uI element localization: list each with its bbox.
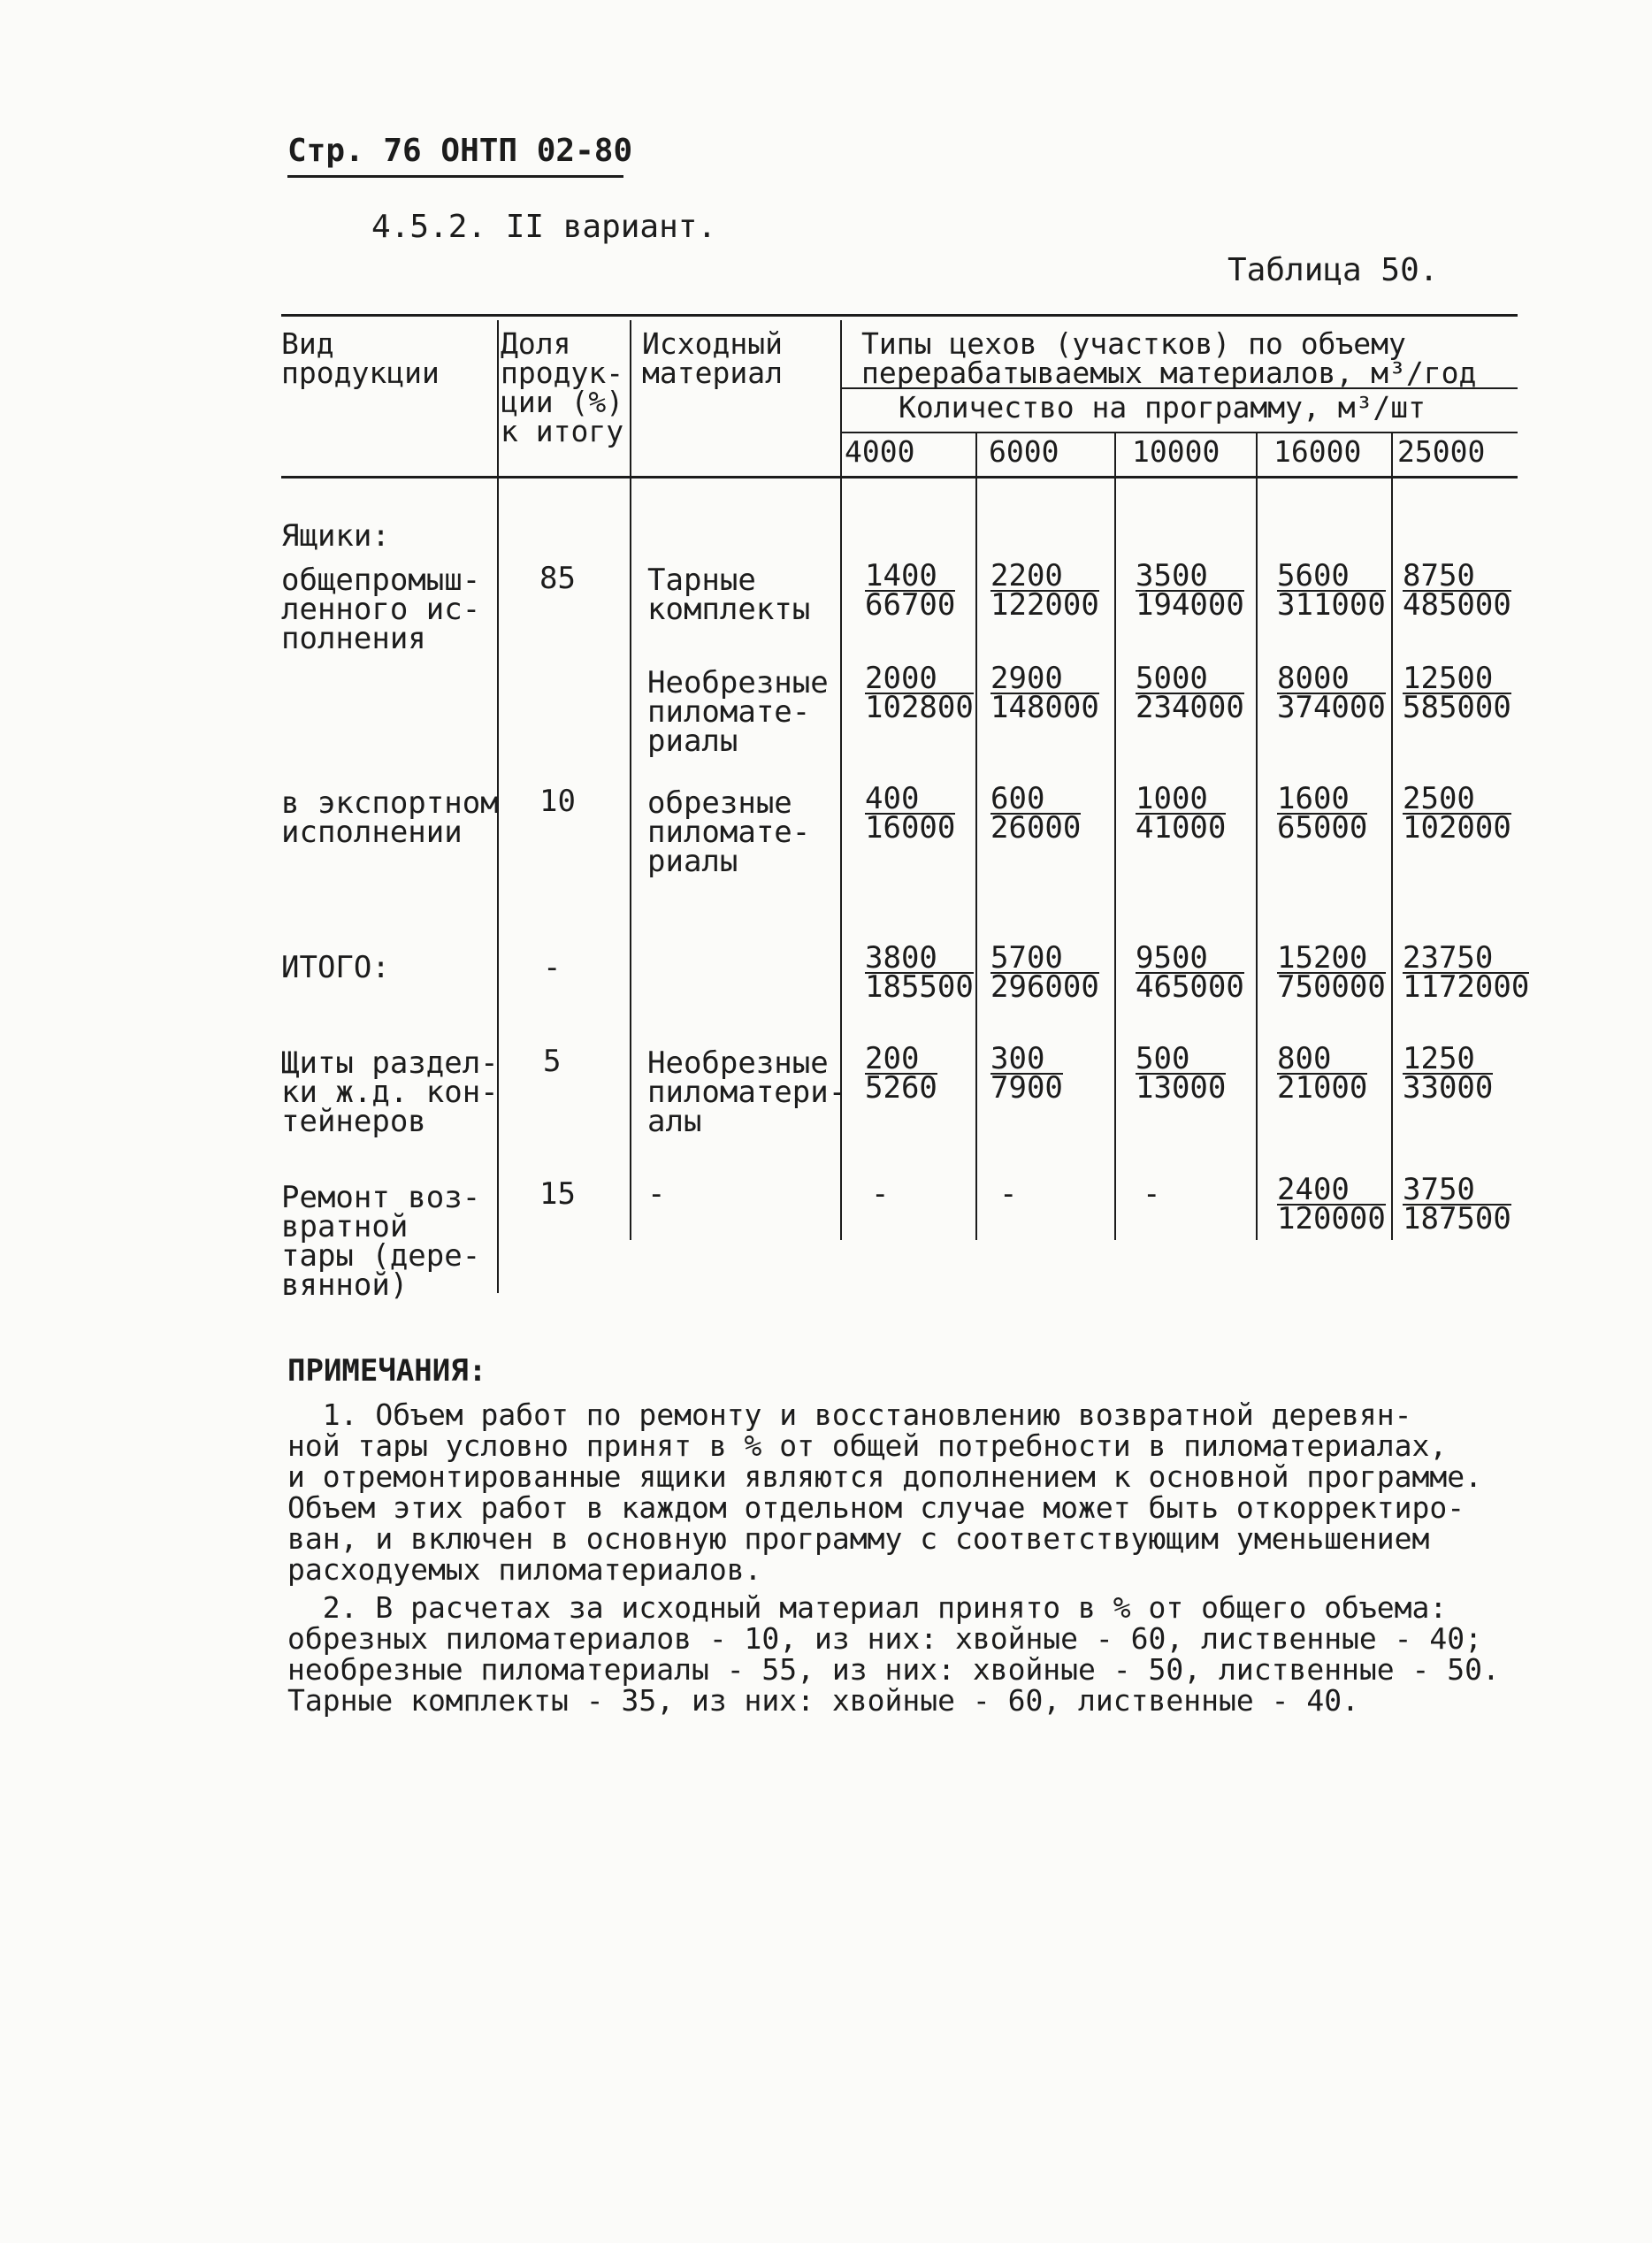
page-header: Стр. 76 ОНТП 02-80 [287, 133, 633, 169]
value-numerator: 5600 [1277, 563, 1386, 592]
note-1: 1. Объем работ по ремонту и восстановлению возвратной деревян- ной тары условно принят в % от общей потребности в пиломатериалах, и отремонтированные ящики являются дополнением к основной программе. Объем этих работ в каждом отдельном случае может быть откорректиро- ван, и включен в основную программу с соответствующим уменьшением расходуемых пиломатериалов. [287, 1397, 1483, 1587]
header-volume-25000: 25000 [1397, 434, 1486, 469]
value-numerator: 3500 [1136, 563, 1244, 592]
volumes-tick-3 [1114, 432, 1116, 476]
row-product: общепромыш- ленного ис- полнения [281, 563, 481, 656]
volumes-rule [840, 432, 1518, 433]
value-denominator: 7900 [990, 1070, 1063, 1106]
col-divider-10000 [1114, 476, 1116, 1240]
value-numerator: 1250 [1403, 1045, 1493, 1075]
row-material: - [647, 1176, 666, 1212]
volumes-tick-5 [1391, 432, 1393, 476]
header-material: Исходный материал [642, 326, 783, 390]
value-denominator: 16000 [865, 810, 956, 846]
header-types-title: Типы цехов (участков) по объему перерабатываемых материалов, м³/год [861, 326, 1477, 390]
value-cell [1277, 1172, 1386, 1236]
value-cell [1277, 661, 1386, 725]
row-share: 85 [539, 561, 576, 596]
value-numerator: 300 [990, 1045, 1063, 1075]
row-product: Ремонт воз- вратной тары (дере- вянной) [281, 1180, 481, 1303]
value-denominator: 21000 [1277, 1070, 1368, 1106]
value-denominator: 187500 [1403, 1201, 1511, 1236]
value-cell [1136, 1041, 1227, 1106]
header-volume-4000: 4000 [845, 434, 915, 469]
value-numerator: 2500 [1403, 785, 1511, 815]
value-denominator: 485000 [1403, 587, 1511, 623]
value-numerator: 1400 [865, 563, 955, 592]
value-numerator: 9500 [1136, 945, 1244, 974]
row-product: Щиты раздел- ки ж.д. кон- тейнеров [281, 1045, 499, 1139]
value-denominator: 585000 [1403, 690, 1511, 725]
header-underline [287, 175, 623, 178]
value-denominator: 311000 [1277, 587, 1386, 623]
value-denominator: 296000 [990, 969, 1099, 1005]
value-cell [990, 1041, 1063, 1106]
value-cell [1136, 558, 1244, 623]
value-denominator: 194000 [1136, 587, 1244, 623]
value-cell [1136, 661, 1244, 725]
value-cell [1277, 558, 1386, 623]
value-denominator: 122000 [990, 587, 1099, 623]
value-numerator: 5700 [990, 945, 1099, 974]
section-title: 4.5.2. II вариант. [371, 209, 717, 245]
value-numerator: 400 [865, 785, 955, 815]
value-numerator: 12500 [1403, 665, 1511, 694]
value-numerator: 2000 [865, 665, 974, 694]
value-numerator: 1600 [1277, 785, 1367, 815]
value-denominator: 66700 [865, 587, 956, 623]
value-numerator: 500 [1136, 1045, 1226, 1075]
note-2: 2. В расчетах за исходный материал принято в % от общего объема: обрезных пиломатериалов - 10, из них: хвойные - 60, лиственные - 40; необрезные пиломатериалы - 55, из них: хвойные - 50, лиственные - 50. Тарные комплекты - 35, из них: хвойные - 60, лиственные - 40. [287, 1590, 1500, 1718]
col-divider-material [630, 320, 631, 1240]
value-denominator: 65000 [1277, 810, 1368, 846]
header-volume-6000: 6000 [989, 434, 1059, 469]
value-numerator: 2200 [990, 563, 1099, 592]
header-volume-10000: 10000 [1132, 434, 1220, 469]
value-cell [990, 661, 1099, 725]
value-cell [865, 1041, 937, 1106]
value-numerator: 5000 [1136, 665, 1244, 694]
row-material: Необрезные пиломате- риалы [647, 665, 829, 759]
volumes-tick-2 [975, 432, 977, 476]
value-denominator: 148000 [990, 690, 1099, 725]
notes-title: ПРИМЕЧАНИЯ: [287, 1353, 487, 1389]
value-cell [1136, 940, 1244, 1005]
row-material: Тарные комплекты [647, 563, 811, 627]
value-cell [1277, 781, 1368, 846]
value-numerator: 3800 [865, 945, 974, 974]
value-numerator: 200 [865, 1045, 937, 1075]
row-share: - [543, 950, 562, 985]
value-cell [1403, 558, 1511, 623]
row-dash: - [1143, 1176, 1161, 1212]
value-numerator: 15200 [1277, 945, 1386, 974]
value-numerator: 800 [1277, 1045, 1367, 1075]
col-divider-25000 [1391, 476, 1393, 1240]
value-denominator: 102000 [1403, 810, 1511, 846]
value-denominator: 750000 [1277, 969, 1386, 1005]
group-label-boxes: Ящики: [281, 518, 390, 554]
value-denominator: 1172000 [1403, 969, 1530, 1005]
value-cell [1277, 1041, 1368, 1106]
volumes-tick-4 [1256, 432, 1258, 476]
value-cell [1403, 781, 1511, 846]
value-denominator: 13000 [1136, 1070, 1227, 1106]
value-denominator: 102800 [865, 690, 974, 725]
value-cell [1403, 661, 1511, 725]
value-cell [865, 661, 974, 725]
table-number: Таблица 50. [1228, 252, 1439, 288]
value-cell [990, 940, 1099, 1005]
row-share: 15 [539, 1176, 576, 1212]
value-denominator: 41000 [1136, 810, 1227, 846]
value-cell [990, 558, 1099, 623]
value-cell [865, 940, 974, 1005]
header-quantity-title: Количество на программу, м³/шт [899, 390, 1426, 425]
col-divider-6000 [975, 476, 977, 1240]
value-cell [1403, 1172, 1511, 1236]
header-volume-16000: 16000 [1273, 434, 1362, 469]
value-cell [865, 781, 956, 846]
header-product: Вид продукции [281, 326, 440, 390]
value-cell [1136, 781, 1227, 846]
value-denominator: 5260 [865, 1070, 937, 1106]
value-cell [865, 558, 956, 623]
value-numerator: 8750 [1403, 563, 1511, 592]
value-cell [1277, 940, 1386, 1005]
value-cell [1403, 1041, 1494, 1106]
table-top-rule [281, 314, 1518, 317]
value-numerator: 8000 [1277, 665, 1386, 694]
value-numerator: 1000 [1136, 785, 1226, 815]
value-denominator: 234000 [1136, 690, 1244, 725]
header-share: Доля продук- ции (%) к итогу [501, 326, 624, 448]
value-cell [990, 781, 1082, 846]
row-product: ИТОГО: [281, 950, 390, 985]
value-numerator: 2900 [990, 665, 1099, 694]
value-denominator: 120000 [1277, 1201, 1386, 1236]
value-numerator: 600 [990, 785, 1081, 815]
value-numerator: 2400 [1277, 1176, 1386, 1206]
row-share: 5 [543, 1044, 562, 1079]
value-cell [1403, 940, 1530, 1005]
col-divider-16000 [1256, 476, 1258, 1240]
row-dash: - [871, 1176, 890, 1212]
row-material: Необрезные пиломатери- алы [647, 1045, 847, 1139]
value-denominator: 465000 [1136, 969, 1244, 1005]
row-share: 10 [539, 784, 576, 819]
value-denominator: 26000 [990, 810, 1082, 846]
row-product: в экспортном исполнении [281, 785, 499, 850]
row-material: обрезные пиломате- риалы [647, 785, 811, 879]
header-bottom-rule [281, 476, 1518, 478]
row-dash: - [999, 1176, 1018, 1212]
value-numerator: 23750 [1403, 945, 1529, 974]
value-denominator: 33000 [1403, 1070, 1494, 1106]
value-numerator: 3750 [1403, 1176, 1511, 1206]
value-denominator: 374000 [1277, 690, 1386, 725]
value-denominator: 185500 [865, 969, 974, 1005]
